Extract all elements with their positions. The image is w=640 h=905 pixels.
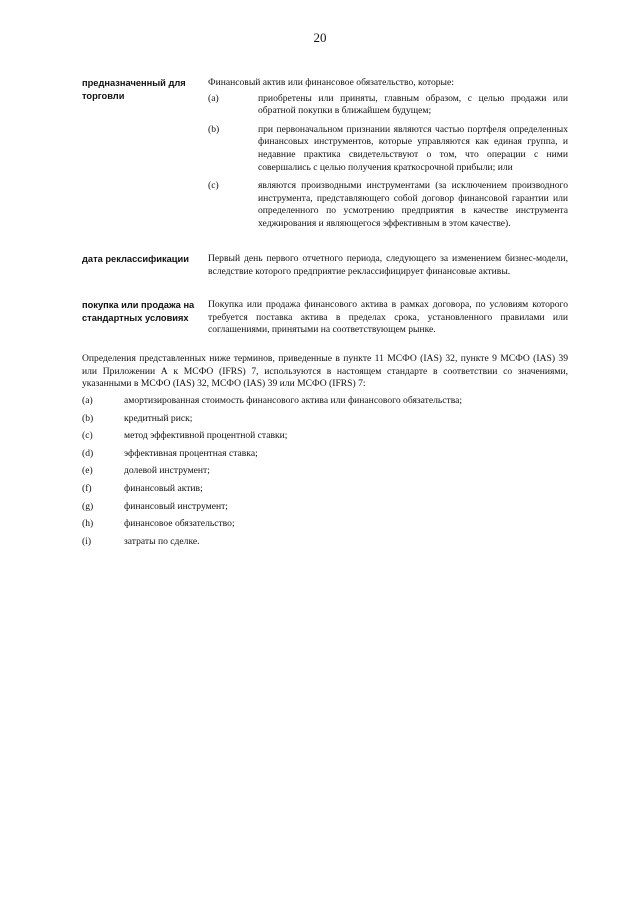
list-item-text: амортизированная стоимость финансового актива или финансового обязательства;: [124, 395, 463, 406]
term-label: покупка или продажа на стандартных условиях: [82, 300, 195, 323]
list-item-text: финансовый актив;: [124, 482, 203, 494]
list-item-letter: (c): [82, 430, 93, 442]
list-item-letter: (f): [82, 482, 92, 494]
page-number: 20: [313, 30, 327, 45]
list-item: [82, 430, 568, 448]
list-item-letter: (h): [82, 518, 94, 530]
definition-body: [208, 77, 568, 253]
list-item: [82, 448, 568, 466]
definition-body: Первый день первого отчетного периода, следующего за изменением бизнес-модели, вследствие которого предприятие реклассифицирует финансовые активы.: [208, 253, 568, 277]
list-item-letter: (i): [82, 535, 92, 547]
sub-item-text: приобретены или приняты, главным образом, с целью продажи или обратной покупки в ближайшем будущем;: [258, 92, 568, 117]
intro-paragraph: Определения представленных ниже терминов, приведенные в пункте 11 МСФО (IAS) 32, пункте 9 МСФО (IAS) 39 или Приложении А к МСФО (IFRS) 7, используются в настоящем стандарте в соответствии со значениями, указанными в МСФО (IAS) 32, МСФО (IAS) 39 или МСФО (IFRS) 7:: [82, 353, 568, 390]
list-item-text: кредитный риск;: [124, 412, 193, 424]
list-item: [82, 395, 568, 413]
definition-regular-way-purchase: [82, 299, 568, 337]
definitions-table: [82, 77, 568, 337]
list-item: [82, 536, 568, 554]
list-item: [82, 413, 568, 431]
list-item: [82, 483, 568, 501]
sub-item-text: являются производными инструментами (за исключением производного инструмента, представляющего собой договор финансовой гарантии или определенного по усмотрению предприятия в качестве инструмента хеджирования и являющегося эффективным в этом качестве).: [258, 180, 568, 229]
sub-item: [208, 124, 568, 174]
terms-list: [82, 395, 568, 553]
list-item-letter: (d): [82, 447, 94, 459]
sub-item-letter: (a): [208, 92, 219, 104]
definition-reclassification-date: [82, 253, 568, 297]
term-label: дата реклассификации: [82, 254, 189, 264]
list-item: [82, 518, 568, 536]
definition-sub-items: [208, 93, 568, 231]
sub-item: [208, 180, 568, 230]
list-item-letter: (g): [82, 500, 94, 512]
list-item: [82, 465, 568, 483]
definition-intro: Финансовый актив или финансовое обязательство, которые:: [208, 77, 454, 88]
sub-item-letter: (b): [208, 123, 220, 135]
list-item-text: финансовый инструмент;: [124, 500, 228, 512]
sub-item: [208, 93, 568, 118]
term-label: предназначенный для торговли: [82, 78, 186, 101]
list-item-text: метод эффективной процентной ставки;: [124, 430, 288, 442]
list-item-text: долевой инструмент;: [124, 465, 210, 477]
definition-held-for-trading: [82, 77, 568, 253]
list-item-text: эффективная процентная ставка;: [124, 447, 258, 459]
list-item-letter: (a): [82, 395, 93, 406]
list-item-text: финансовое обязательство;: [124, 518, 235, 530]
list-item: [82, 501, 568, 519]
definition-body: Покупка или продажа финансового актива в рамках договора, по условиям которого требуется поставка актива в пределах срока, установленного правилами или соглашениями, принятыми на соответствующем рынке.: [208, 299, 568, 336]
list-item-letter: (b): [82, 412, 94, 424]
list-item-letter: (e): [82, 465, 93, 477]
sub-item-text: при первоначальном признании являются частью портфеля определенных финансовых инструментов, которые управляются как единая группа, и недавние практика свидетельствуют о том, что операции с ними совершались с целью получения краткосрочной прибыли; или: [258, 123, 568, 173]
sub-item-letter: (c): [208, 180, 219, 192]
list-item-text: затраты по сделке.: [124, 535, 200, 547]
